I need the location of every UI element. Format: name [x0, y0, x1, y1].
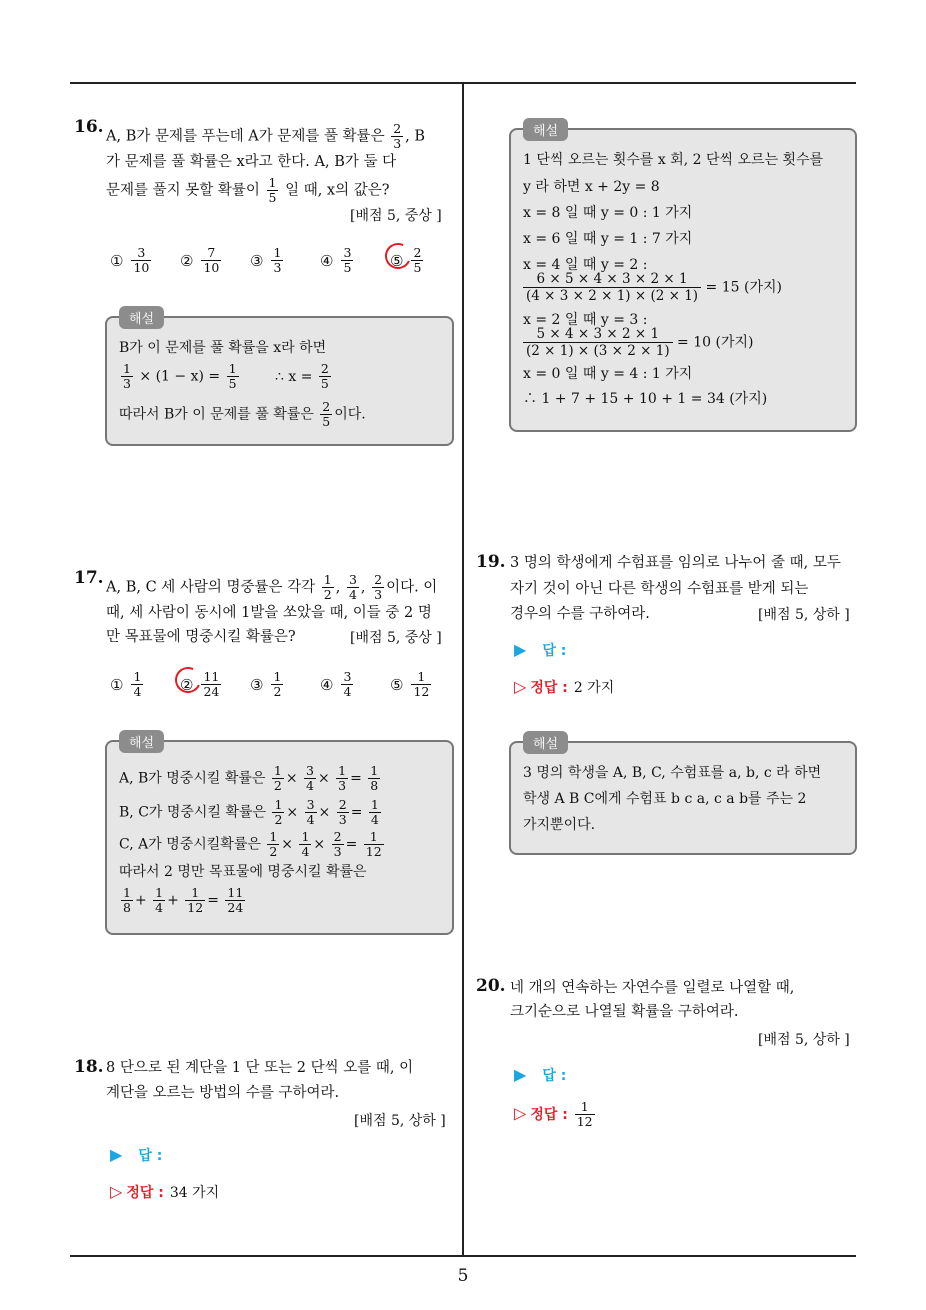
blue-triangle-icon: ▶ [110, 1145, 123, 1164]
choice-2[interactable]: ② $\frac{7}{10}$ [180, 245, 220, 275]
solution-line: 학생 A B C에게 수험표 b c a, c a b를 주는 2 [523, 791, 807, 807]
choice-4[interactable]: ④ $\frac{3}{5}$ [320, 245, 352, 275]
question-text: A, B, C 세 사람의 명중률은 각각 $\frac{1}{2}$ , $\frac{3}{4}$ , $\frac{2}{3}$ 이다. 이 [106, 572, 438, 602]
solution-line: x = 2 일 때 y = 3 : [523, 312, 648, 328]
solution-line: 3 명의 학생을 A, B, C, 수험표를 a, b, c 라 하면 [523, 765, 822, 781]
solution-line: x = 4 일 때 y = 2 : [523, 257, 648, 273]
solution-box-q18 [509, 124, 857, 432]
column-divider [462, 82, 464, 1256]
solution-line: B가 이 문제를 풀 확률을 x라 하면 [119, 340, 327, 356]
solution-line: x = 8 일 때 y = 0 : 1 가지 [523, 205, 693, 221]
solution-line: 따라서 2 명만 목표물에 명중시킬 확률은 [119, 864, 367, 880]
blue-triangle-icon: ▶ [514, 1065, 527, 1084]
solution-line: B, C가 명중시킬 확률은 $\frac{1}{2}$ × $\frac{3}{4}$ × $\frac{2}{3}$ = $\frac{1}{4}$ [119, 797, 379, 827]
solution-line: $\frac{1}{3}$ × (1 − x) = $\frac{1}{5}$ ∴ x = $\frac{2}{5}$ [123, 361, 329, 391]
question-number: 20. [476, 976, 506, 996]
choice-2[interactable]: ② $\frac{11}{24}$ [180, 670, 250, 699]
solution-line: x = 0 일 때 y = 4 : 1 가지 [523, 366, 693, 382]
red-outline-triangle-icon: ▷ [514, 677, 527, 696]
solution-box [105, 736, 454, 935]
choice-3[interactable]: ③ $\frac{1}{3}$ [250, 245, 282, 275]
question-text: A, B가 문제를 푸는데 A가 문제를 풀 확률은 $\frac{2}{3}$ , B [106, 121, 426, 151]
red-outline-triangle-icon: ▷ [110, 1182, 123, 1201]
choice-5[interactable]: ⑤ $\frac{2}{5}$ [390, 246, 460, 275]
fraction: $\frac{2}{3}$ [393, 121, 402, 151]
solution-box [105, 312, 454, 446]
choice-1[interactable]: ① $\frac{3}{10}$ [110, 245, 150, 275]
solution-line: ∴ 1 + 7 + 15 + 10 + 1 = 34 (가지) [523, 391, 768, 407]
difficulty-meta: [배점 5, 중상 ] [350, 630, 442, 646]
question-number: 16. [74, 117, 104, 137]
solution-tag: 해설 [523, 118, 568, 141]
choice-list [110, 246, 460, 275]
question-text: 3 명의 학생에게 수험표를 임의로 나누어 줄 때, 모두 [510, 555, 841, 571]
correct-answer-row: ▷ 정답 : $\frac{1}{12}$ [514, 1099, 593, 1129]
page-number: 5 [457, 1266, 469, 1286]
question-text: 크기순으로 나열될 확률을 구하여라. [510, 1004, 739, 1020]
bottom-rule [70, 1255, 856, 1257]
solution-line: $\frac{1}{8}$ + $\frac{1}{4}$ + $\frac{1}{12}$ = $\frac{11}{24}$ [123, 885, 244, 915]
question-number: 19. [476, 552, 506, 572]
difficulty-meta: [배점 5, 상하 ] [758, 607, 850, 623]
question-number: 17. [74, 568, 104, 588]
solution-tag: 해설 [119, 306, 164, 329]
difficulty-meta: [배점 5, 상하 ] [758, 1032, 850, 1048]
answer-row: ▶ 답 : [514, 1065, 567, 1084]
question-text: 네 개의 연속하는 자연수를 일렬로 나열할 때, [510, 980, 795, 996]
solution-line: 1 단씩 오르는 횟수를 x 회, 2 단씩 오르는 횟수를 [523, 152, 824, 168]
difficulty-meta: [배점 5, 상하 ] [354, 1113, 446, 1129]
solution-tag: 해설 [523, 731, 568, 754]
question-text: 문제를 풀지 못할 확률이 $\frac{1}{5}$ 일 때, x의 값은? [106, 175, 390, 205]
answer-row: ▶ 답 : [514, 640, 567, 659]
solution-line: A, B가 명중시킬 확률은 $\frac{1}{2}$ × $\frac{3}{4}$ × $\frac{1}{3}$ = $\frac{1}{8}$ [119, 763, 379, 793]
question-text: 가 문제를 풀 확률은 x라고 한다. A, B가 둘 다 [106, 154, 397, 170]
solution-line: $\frac{5 \times 4 \times 3 \times 2 \times 1}{(2 \times 1) \times (3 \times 2 \times 1)}$ = 10 (가지) [523, 326, 753, 359]
correct-answer-row: ▷ 정답 : 2 가지 [514, 677, 615, 696]
solution-tag: 해설 [119, 730, 164, 753]
solution-box [509, 737, 857, 855]
red-outline-triangle-icon: ▷ [514, 1103, 527, 1123]
difficulty-meta: [배점 5, 중상 ] [350, 208, 442, 224]
question-text: 만 목표물에 명중시킬 확률은? [106, 629, 296, 645]
question-text: 자기 것이 아닌 다른 학생의 수험표를 받게 되는 [510, 581, 809, 597]
question-text: 계단을 오르는 방법의 수를 구하여라. [106, 1085, 340, 1101]
choice-1[interactable]: ① $\frac{1}{4}$ [110, 669, 142, 699]
choice-list [110, 670, 460, 699]
answer-row: ▶ 답 : [110, 1145, 163, 1164]
solution-line: $\frac{6 \times 5 \times 4 \times 3 \times 2 \times 1}{(4 \times 3 \times 2 \times 1) \times (2 \times 1)}$ = 15 (가지) [523, 271, 782, 304]
correct-answer-row: ▷ 정답 : 34 가지 [110, 1182, 220, 1201]
choice-4[interactable]: ④ $\frac{3}{4}$ [320, 669, 352, 699]
solution-line: 따라서 B가 이 문제를 풀 확률은 $\frac{2}{5}$ 이다. [119, 399, 366, 429]
question-text: 경우의 수를 구하여라. [510, 606, 650, 622]
solution-line: x = 6 일 때 y = 1 : 7 가지 [523, 231, 693, 247]
question-text: 8 단으로 된 계단을 1 단 또는 2 단씩 오를 때, 이 [106, 1060, 414, 1076]
blue-triangle-icon: ▶ [514, 640, 527, 659]
choice-5[interactable]: ⑤ $\frac{1}{12}$ [390, 669, 430, 699]
question-number: 18. [74, 1057, 104, 1077]
solution-line: y 라 하면 x + 2y = 8 [523, 179, 660, 195]
question-text: 때, 세 사람이 동시에 1발을 쏘았을 때, 이들 중 2 명 [106, 605, 432, 621]
solution-line: C, A가 명중시킬확률은 $\frac{1}{2}$ × $\frac{1}{4}$ × $\frac{2}{3}$ = $\frac{1}{12}$ [119, 829, 382, 859]
solution-line: 가지뿐이다. [523, 817, 596, 833]
fraction: $\frac{1}{5}$ [268, 175, 277, 205]
choice-3[interactable]: ③ $\frac{1}{2}$ [250, 669, 282, 699]
